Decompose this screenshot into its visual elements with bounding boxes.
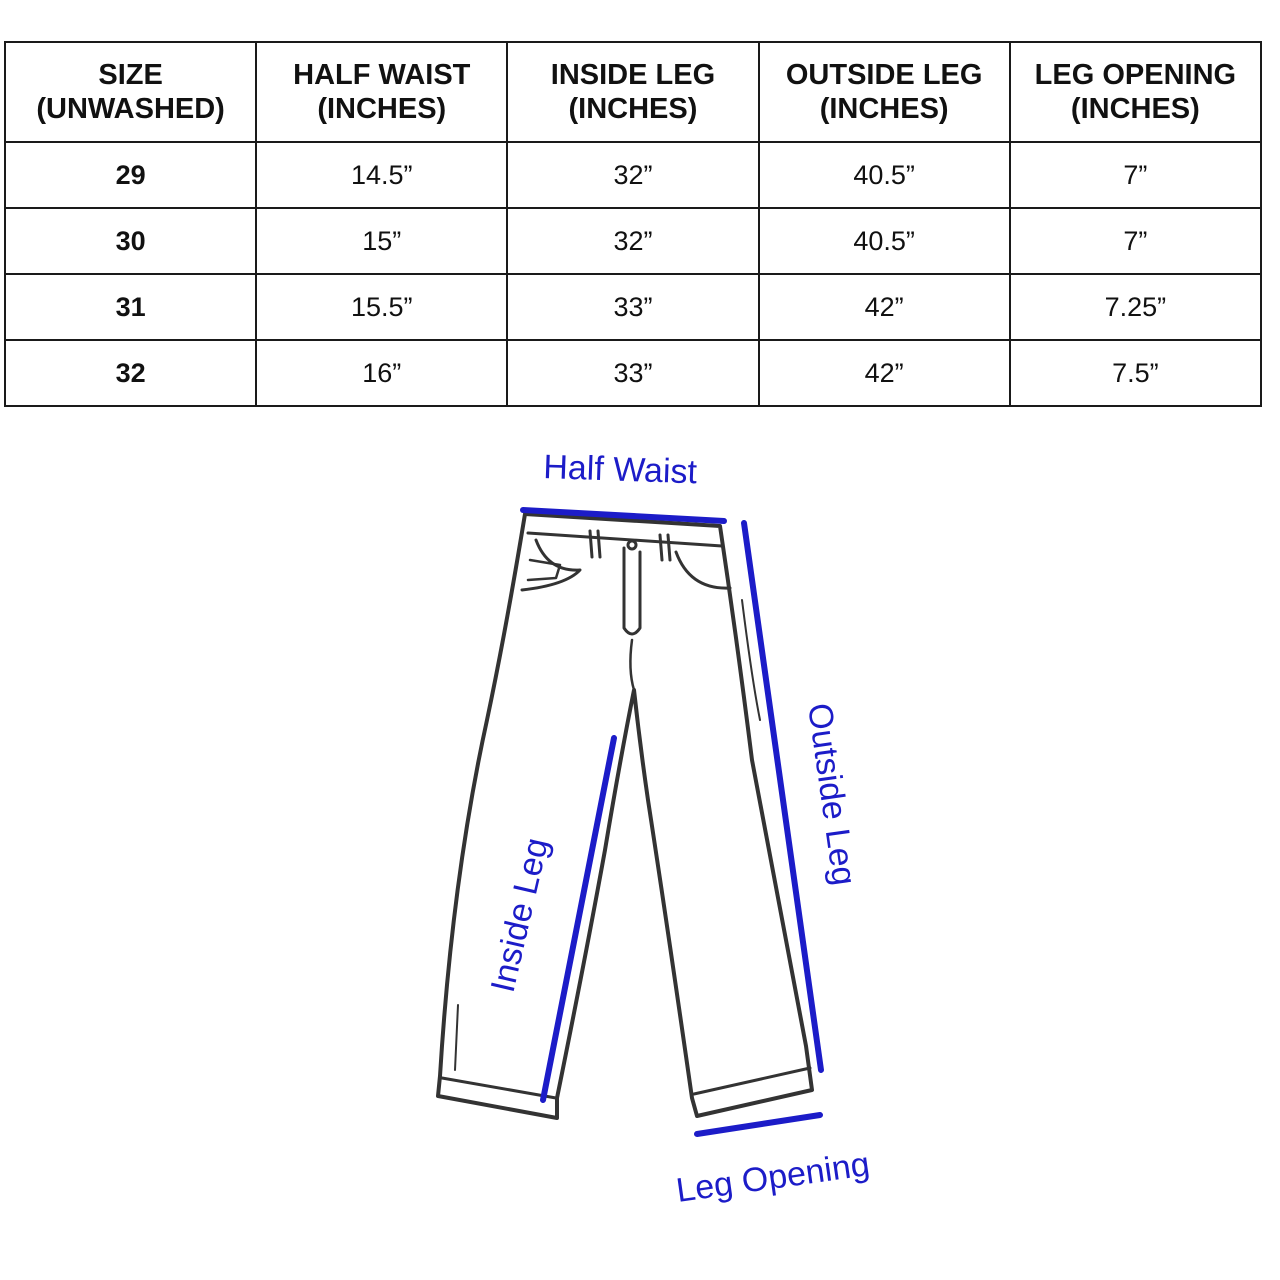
header-inside-leg: INSIDE LEG (INCHES) (507, 42, 758, 142)
header-outside-leg: OUTSIDE LEG (INCHES) (759, 42, 1010, 142)
jeans-left-pocket (522, 540, 580, 590)
cell-outside-leg: 42” (759, 274, 1010, 340)
cell-leg-opening: 7.5” (1010, 340, 1261, 406)
header-half-waist: HALF WAIST (INCHES) (256, 42, 507, 142)
jeans-right-hem (694, 1068, 810, 1094)
label-leg-opening: Leg Opening (673, 1145, 872, 1210)
jeans-button (628, 541, 636, 549)
jeans-left-side-seam (455, 1005, 458, 1070)
cell-outside-leg: 40.5” (759, 142, 1010, 208)
cell-size: 30 (5, 208, 256, 274)
cell-half-waist: 15” (256, 208, 507, 274)
cell-leg-opening: 7” (1010, 208, 1261, 274)
label-inside-leg: Inside Leg (483, 834, 557, 996)
jeans-belt-loops (590, 531, 670, 560)
inside-leg-measure-line (543, 738, 614, 1100)
cell-leg-opening: 7” (1010, 142, 1261, 208)
cell-leg-opening: 7.25” (1010, 274, 1261, 340)
cell-inside-leg: 33” (507, 340, 758, 406)
cell-half-waist: 16” (256, 340, 507, 406)
header-leg-opening: LEG OPENING (INCHES) (1010, 42, 1261, 142)
header-size: SIZE (UNWASHED) (5, 42, 256, 142)
jeans-fly (624, 548, 640, 634)
cell-outside-leg: 40.5” (759, 208, 1010, 274)
outside-leg-measure-line (744, 523, 821, 1070)
cell-size: 31 (5, 274, 256, 340)
jeans-center-seam (630, 640, 634, 690)
cell-outside-leg: 42” (759, 340, 1010, 406)
leg-opening-measure-line (697, 1115, 820, 1134)
cell-half-waist: 15.5” (256, 274, 507, 340)
jeans-waistband (528, 533, 722, 546)
cell-half-waist: 14.5” (256, 142, 507, 208)
cell-size: 32 (5, 340, 256, 406)
jeans-right-pocket (676, 552, 730, 588)
cell-size: 29 (5, 142, 256, 208)
cell-inside-leg: 32” (507, 208, 758, 274)
label-outside-leg: Outside Leg (800, 700, 864, 888)
jeans-left-hem (442, 1078, 556, 1098)
label-half-waist: Half Waist (542, 448, 698, 492)
cell-inside-leg: 32” (507, 142, 758, 208)
cell-inside-leg: 33” (507, 274, 758, 340)
jeans-coin-pocket (528, 560, 560, 580)
